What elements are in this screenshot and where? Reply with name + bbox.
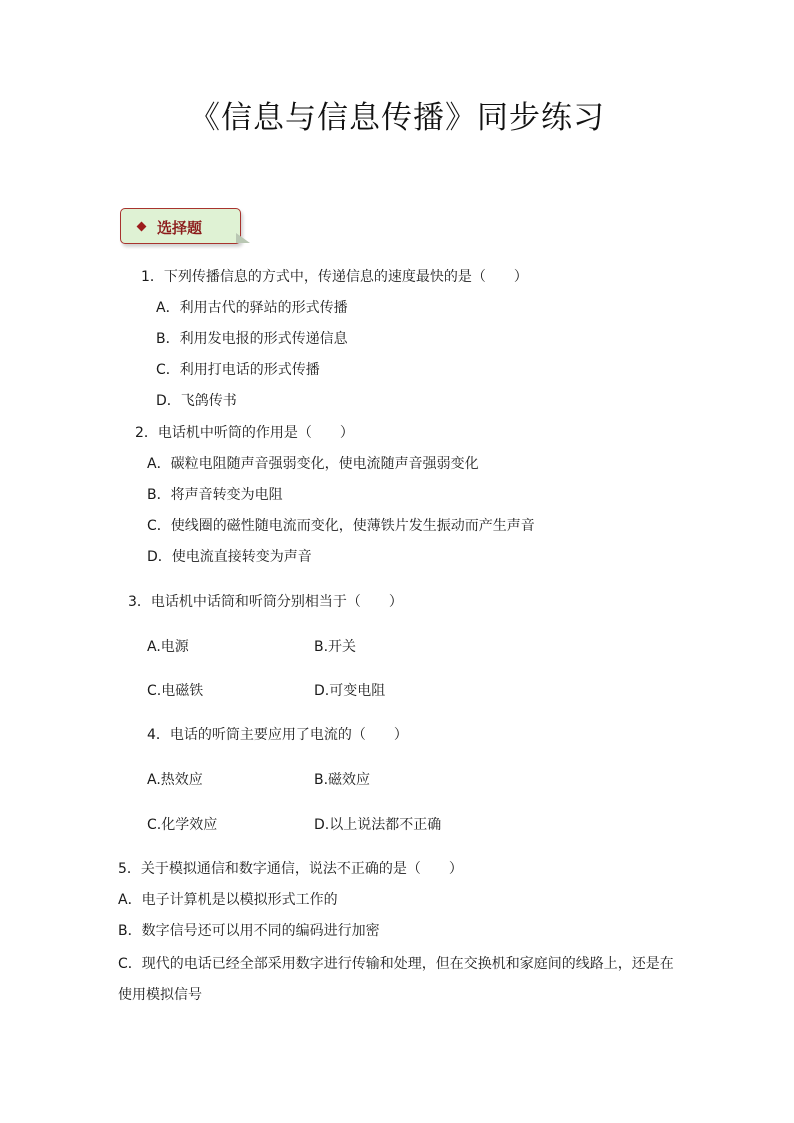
question-1-option-d: D．飞鸽传书 (156, 393, 237, 409)
question-5-option-c-line1: C．现代的电话已经全部采用数字进行传输和处理，但在交换机和家庭间的线路上，还是在 (118, 956, 674, 972)
question-3-stem: 3．电话机中话筒和听筒分别相当于（ ） (128, 594, 403, 610)
question-5-option-b: B．数字信号还可以用不同的编码进行加密 (118, 923, 380, 939)
question-5-option-c-line2: 使用模拟信号 (118, 987, 202, 1003)
question-1-stem: 1．下列传播信息的方式中，传递信息的速度最快的是（ ） (141, 269, 528, 285)
section-tag (120, 208, 241, 244)
question-4-option-a: A.热效应 (147, 772, 203, 788)
page-title: 《信息与信息传播》同步练习 (189, 100, 605, 136)
question-4-option-c: C.化学效应 (147, 817, 218, 833)
question-3-option-d: D.可变电阻 (314, 683, 386, 699)
section-tag-label: 选择题 (157, 219, 203, 237)
question-2-option-a: A．碳粒电阻随声音强弱变化，使电流随声音强弱变化 (147, 456, 479, 472)
question-2-option-c: C．使线圈的磁性随电流而变化，使薄铁片发生振动而产生声音 (147, 518, 535, 534)
question-2-option-d: D．使电流直接转变为声音 (147, 549, 312, 565)
question-1-option-c: C．利用打电话的形式传播 (156, 362, 320, 378)
diamond-icon (137, 222, 147, 232)
question-4-stem: 4．电话的听筒主要应用了电流的（ ） (147, 727, 408, 743)
question-1-option-b: B．利用发电报的形式传递信息 (156, 331, 348, 347)
tag-fold-decoration (236, 233, 250, 243)
question-5-option-a: A．电子计算机是以模拟形式工作的 (118, 892, 338, 908)
question-3-option-a: A.电源 (147, 639, 189, 655)
question-2-option-b: B．将声音转变为电阻 (147, 487, 283, 503)
question-1-option-a: A．利用古代的驿站的形式传播 (156, 300, 348, 316)
question-5-stem: 5．关于模拟通信和数字通信，说法不正确的是（ ） (118, 861, 463, 877)
question-4-option-b: B.磁效应 (314, 772, 371, 788)
question-3-option-b: B.开关 (314, 639, 357, 655)
question-4-option-d: D.以上说法都不正确 (314, 817, 442, 833)
question-3-option-c: C.电磁铁 (147, 683, 204, 699)
question-2-stem: 2．电话机中听筒的作用是（ ） (135, 425, 354, 441)
